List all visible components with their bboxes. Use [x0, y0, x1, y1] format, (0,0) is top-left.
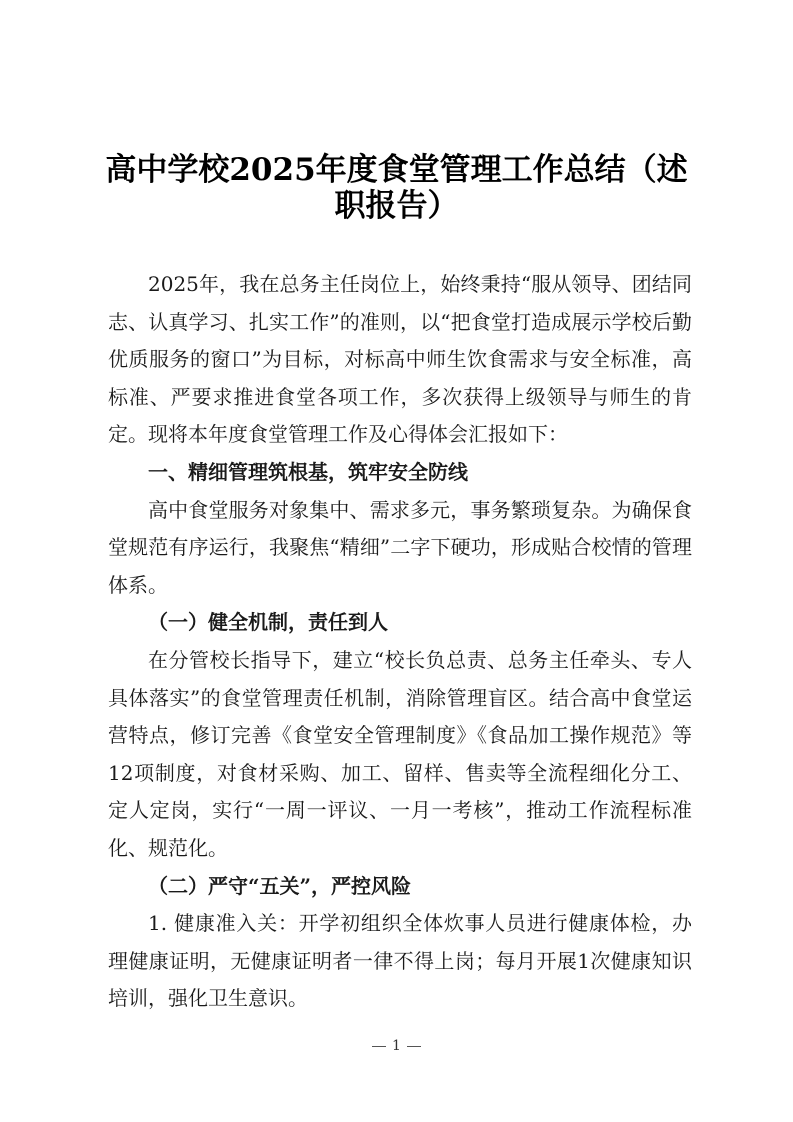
page-footer	[0, 1038, 793, 1054]
paragraph-intro: 2025年，我在总务主任岗位上，始终秉持“服从领导、团结同志、认真学习、扎实工作”的准则，以“把食堂打造成展示学校后勤优质服务的窗口”为目标，对标高中师生饮食需求与安全标准，高标准、严要求推进食堂各项工作，多次获得上级领导与师生的肯定。现将本年度食堂管理工作及心得体会汇报如下：	[108, 272, 692, 447]
document-body	[108, 266, 692, 1018]
paragraph-section-1: 高中食堂服务对象集中、需求多元，事务繁琐复杂。为确保食堂规范有序运行，我聚焦“精细”二字下硬功，形成贴合校情的管理体系。	[108, 497, 692, 597]
section-heading-1: 一、精细管理筑根基，筑牢安全防线	[148, 459, 468, 484]
subsection-heading-1: （一）健全机制，责任到人	[148, 610, 388, 635]
page-number: 1	[392, 1038, 401, 1054]
paragraph-subsection-1: 在分管校长指导下，建立“校长负总责、总务主任牵头、专人具体落实”的食堂管理责任机制，消除管理盲区。结合高中食堂运营特点，修订完善《食堂安全管理制度》《食品加工操作规范》等12项制度，对食材采购、加工、留样、售卖等全流程细化分工、定人定岗，实行“一周一评议、一月一考核”，推动工作流程标准化、规范化。	[108, 647, 692, 860]
footer-dash-right	[407, 1046, 421, 1047]
subsection-heading-2: （二）严守“五关”，严控风险	[148, 873, 412, 898]
document-title: 高中学校2025年度食堂管理工作总结（述职报告）	[105, 152, 688, 224]
paragraph-health-gate: 1. 健康准入关：开学初组织全体炊事人员进行健康体检，办理健康证明，无健康证明者一律不得上岗；每月开展1次健康知识培训，强化卫生意识。	[108, 911, 692, 1011]
footer-dash-left	[372, 1046, 386, 1047]
